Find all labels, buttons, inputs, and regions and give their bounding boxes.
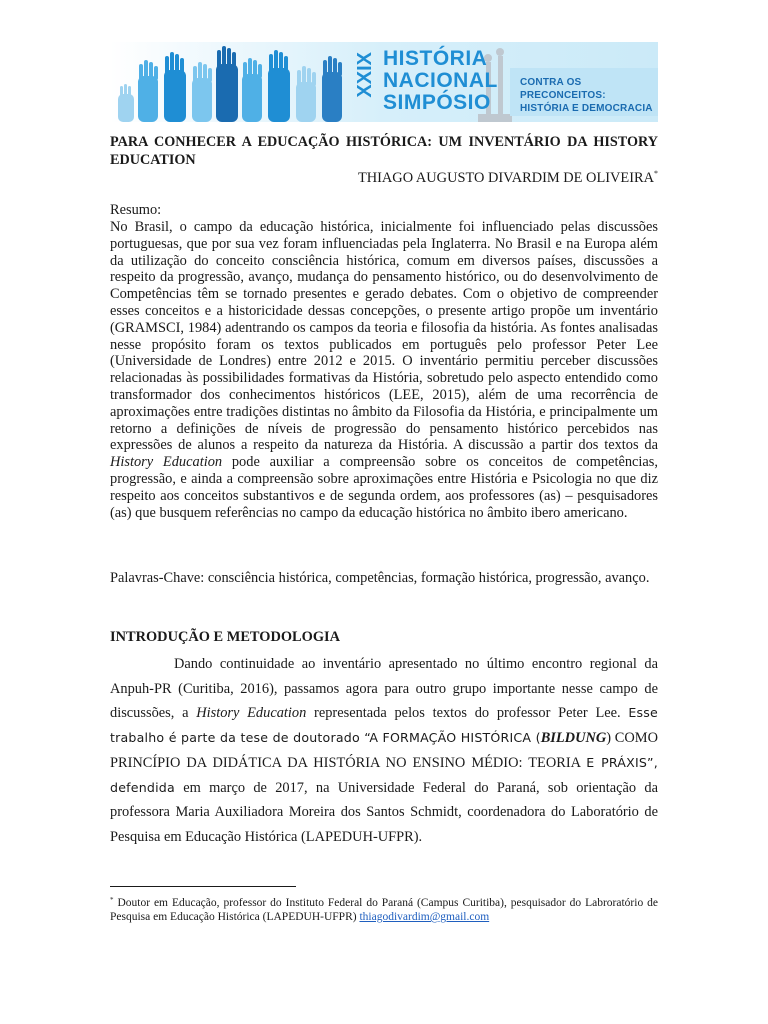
footnote-rule <box>110 886 296 887</box>
intro-paragraph: Dando continuidade ao inventário apresentado no último encontro regional da Anpuh-PR (Curitiba, 2016), passamos agora para outro grupo importante nesse campo de discussões, a History Education representada pelos textos do professor Peter Lee. Esse trabalho é parte da tese de doutorado “A FORMAÇÃO HISTÓRICA (BILDUNG) COMO PRINCÍPIO DA DIDÁTICA DA HISTÓRIA NO ENSINO MÉDIO: TEORIA E PRÁXIS”, defendida em março de 2017, na Universidade Federal do Paraná, sob orientação da professora Maria Auxiliadora Moreira dos Santos Schmidt, coordenadora do Laboratório de Pesquisa em Educação Histórica (LAPEDUH-UFPR). <box>110 656 658 845</box>
banner-title: HISTÓRIA NACIONAL SIMPÓSIO <box>383 47 498 114</box>
abstract: No Brasil, o campo da educação histórica, inicialmente foi influenciado pelas discussões portuguesas, que por sua vez foram influenciadas pela Inglaterra. No Brasil e na Europa além da utilização do conceito consciência histórica, comum em diversos países, discussões a respeito da progressão, avanço, mudança do pensamento histórico, ou do desenvolvimento de Competências têm se tornado presentes e gerado debates. Com o objetivo de compreender esses conceitos e a historicidade dessas concepções, o presente artigo propõe um inventário (GRAMSCI, 1984) adentrando os campos da teoria e filosofia da história. As fontes analisadas nesse propósito foram os textos publicados em português pelo professor Peter Lee (Universidade de Londres) entre 2012 e 2015. O inventário permitiu perceber discussões relacionadas às possibilidades formativas da História, sobretudo pelo aspecto entendido como transformador dos conhecimentos históricos (LEE, 2015), além de uma recorrência de aproximações entre tradições distintas no âmbito da Filosofia da História, e principalmente um retorno a definições de níveis de progressão do pensamento histórico percebidos nas expressões de alunos a respeito da natureza da História. A discussão a partir dos textos da History Education pode auxiliar a compreensão sobre os conceitos de competências, progressão, e ainda a compreensão sobre aproximações entre História e Psicologia no que diz respeito aos conceitos substantivos e de segunda ordem, aos professores (as) – pesquisadores (as) que busquem referências no campo da educação histórica no âmbito ibero americano. <box>110 219 658 521</box>
footnote: * Doutor em Educação, professor do Instituto Federal do Paraná (Campus Curitiba), pesquisador do Labroratório de Pesquisa em Educação Histórica (LAPEDUH-UFPR) thiagodivardim@gmail.com <box>110 896 658 923</box>
edition-label: XXIX <box>354 52 376 98</box>
abstract-label: Resumo: <box>110 202 162 218</box>
author-email-link[interactable]: thiagodivardim@gmail.com <box>359 911 490 923</box>
banner-subtitle: CONTRA OS PRECONCEITOS: HISTÓRIA E DEMOCRACIA <box>520 77 653 114</box>
hands-icon <box>118 46 342 122</box>
paper-author: THIAGO AUGUSTO DIVARDIM DE OLIVEIRA* <box>357 169 658 186</box>
keywords: Palavras-Chave: consciência histórica, competências, formação histórica, progressão, avanço. <box>110 570 650 586</box>
event-banner <box>110 42 658 122</box>
section-heading: INTRODUÇÃO E METODOLOGIA <box>110 629 341 645</box>
paper-title: PARA CONHECER A EDUCAÇÃO HISTÓRICA: UM INVENTÁRIO DA HISTORY EDUCATION <box>110 134 658 168</box>
